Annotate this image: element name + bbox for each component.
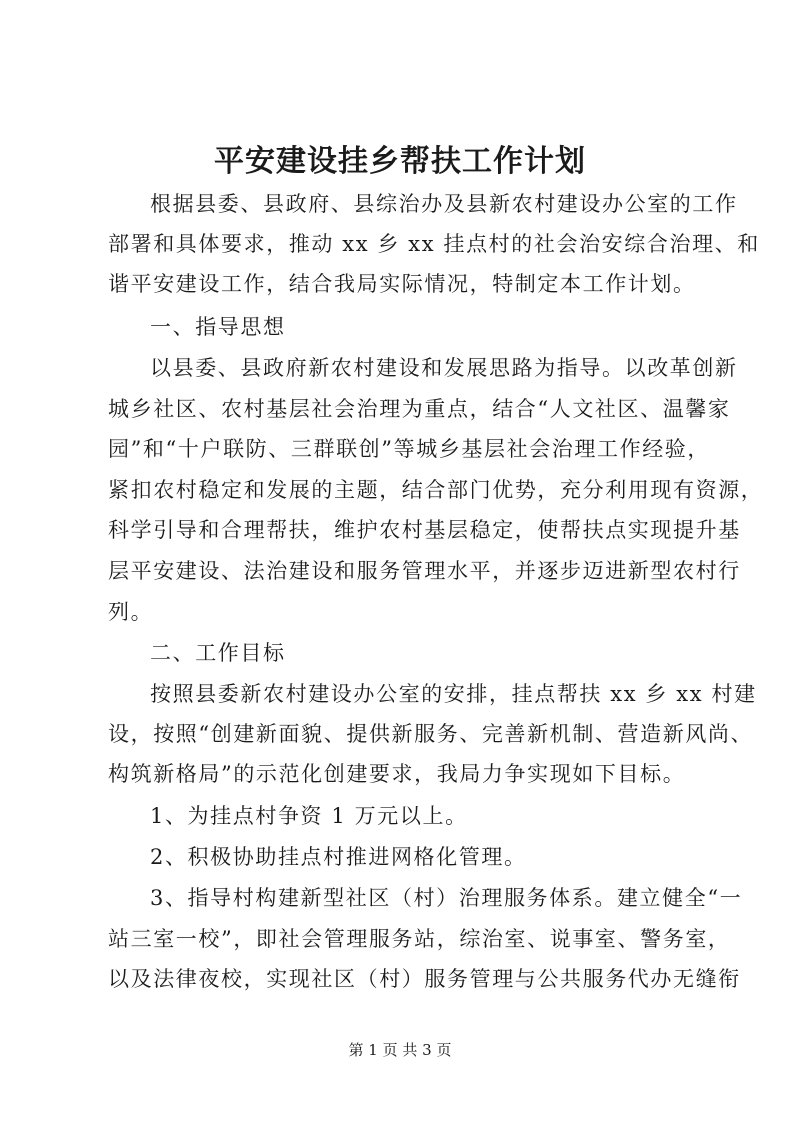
paragraph-line: 按照县委新农村建设办公室的安排，挂点帮扶 xx 乡 xx 村建 [150,682,757,706]
section-heading: 一、指导思想 [150,315,286,339]
paragraph-line: 层平安建设、法治建设和服务管理水平，并逐步迈进新型农村行 [108,559,741,583]
paragraph-line: 科学引导和合理帮扶，维护农村基层稳定，使帮扶点实现提升基 [108,518,741,542]
paragraph-line: 城乡社区、农村基层社会治理为重点，结合“人文社区、温馨家 [108,397,731,421]
paragraph-line: 紧扣农村稳定和发展的主题，结合部门优势，充分利用现有资源， [108,478,764,502]
paragraph-line: 列。 [108,600,154,624]
paragraph-line: 以及法律夜校，实现社区（村）服务管理与公共服务代办无缝衔 [108,967,741,991]
page-number: 第 1 页 共 3 页 [348,1041,452,1059]
list-item: 3、指导村构建新型社区（村）治理服务体系。建立健全“一 [150,886,743,910]
paragraph-line: 根据县委、县政府、县综治办及县新农村建设办公室的工作 [150,192,738,216]
list-item: 2、积极协助挂点村推进网格化管理。 [150,845,527,869]
paragraph-line: 部署和具体要求，推动 xx 乡 xx 挂点村的社会治安综合治理、和 [108,232,760,256]
section-heading: 二、工作目标 [150,641,286,665]
paragraph-line: 站三室一校”，即社会管理服务站，综治室、说事室、警务室， [108,927,731,951]
list-item: 1、为挂点村争资 1 万元以上。 [150,804,468,828]
paragraph-line: 谐平安建设工作，结合我局实际情况，特制定本工作计划。 [108,272,696,296]
paragraph-line: 以县委、县政府新农村建设和发展思路为指导。以改革创新 [150,356,738,380]
paragraph-line: 园”和“十户联防、三群联创”等城乡基层社会治理工作经验， [108,437,711,461]
document-title: 平安建设挂乡帮扶工作计划 [214,144,586,179]
paragraph-line: 构筑新格局”的示范化创建要求，我局力争实现如下目标。 [108,762,686,786]
paragraph-line: 设，按照“创建新面貌、提供新服务、完善新机制、营造新风尚、 [108,722,754,746]
